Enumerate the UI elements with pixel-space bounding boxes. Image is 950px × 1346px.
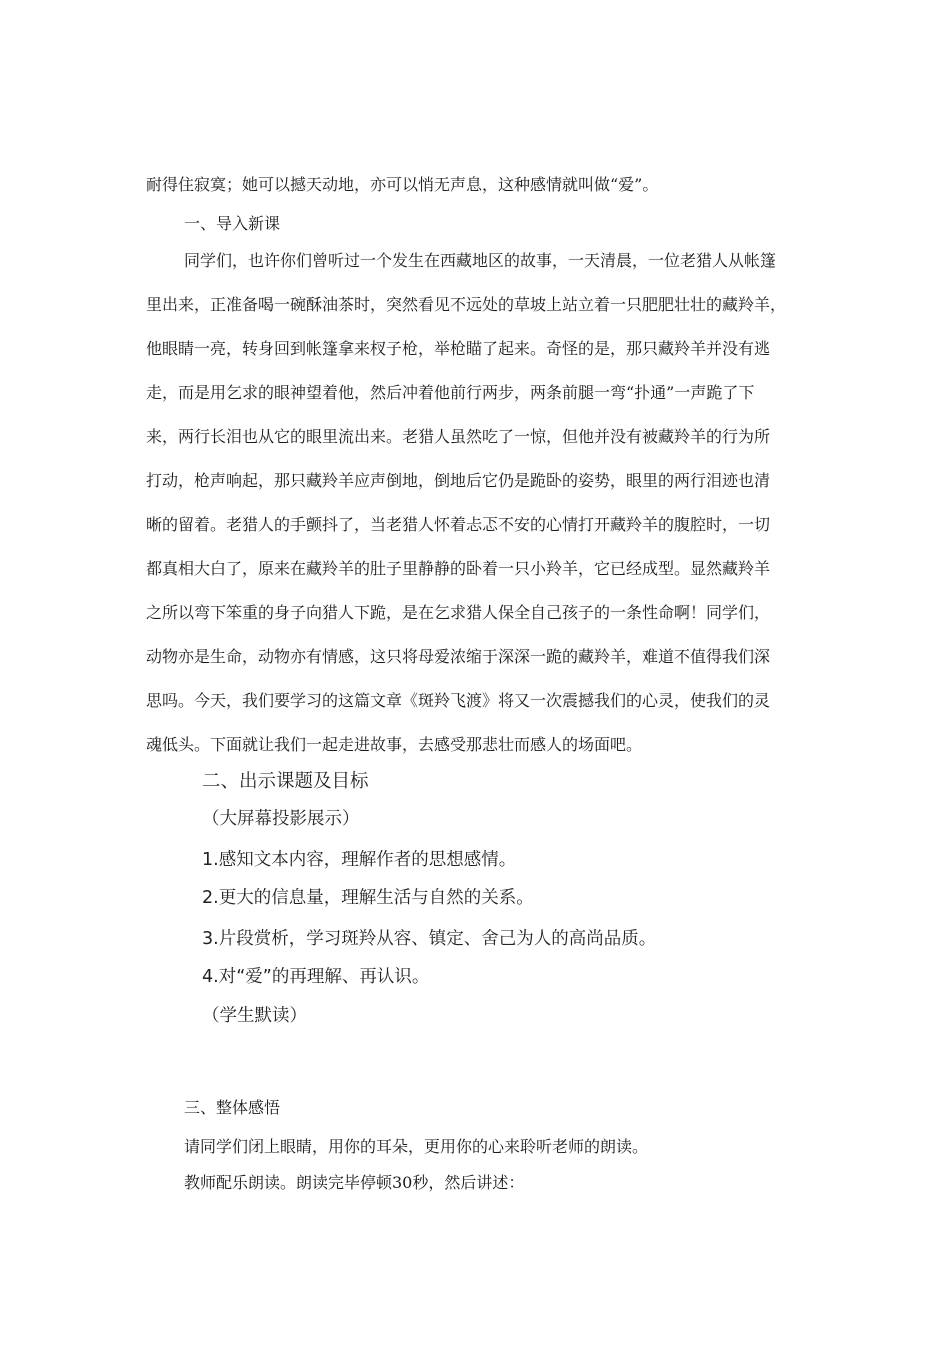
goal-item: 4.对“爱”的再理解、再认识。 xyxy=(202,967,430,987)
section-heading-overall: 三、整体感悟 xyxy=(184,1098,281,1117)
paragraph-line: 思吗。今天，我们要学习的这篇文章《斑羚飞渡》将又一次震撼我们的心灵，使我们的灵 xyxy=(146,691,771,710)
goal-item: 1.感知文本内容，理解作者的思想感情。 xyxy=(202,850,517,870)
paragraph-line: 晰的留着。老猎人的手颤抖了，当老猎人怀着忐忑不安的心情打开藏羚羊的腹腔时，一切 xyxy=(146,515,771,534)
paragraph-line: 之所以弯下笨重的身子向猎人下跪，是在乞求猎人保全自己孩子的一条性命啊！同学们， xyxy=(146,603,771,622)
paragraph-line: 来，两行长泪也从它的眼里流出来。老猎人虽然吃了一惊，但他并没有被藏羚羊的行为所 xyxy=(146,427,771,446)
paragraph-line: 里出来，正准备喝一碗酥油茶时，突然看见不远处的草坡上站立着一只肥肥壮壮的藏羚羊， xyxy=(146,295,787,314)
paragraph-line: 教师配乐朗读。朗读完毕停顿30秒，然后讲述： xyxy=(184,1173,525,1192)
paragraph-line: 走，而是用乞求的眼神望着他，然后冲着他前行两步，两条前腿一弯“扑通”一声跪了下 xyxy=(146,383,755,402)
goal-item: 2.更大的信息量，理解生活与自然的关系。 xyxy=(202,888,534,908)
intro-line: 耐得住寂寞；她可以撼天动地，亦可以悄无声息，这种感情就叫做“爱”。 xyxy=(146,175,659,194)
paragraph-line: 打动，枪声响起，那只藏羚羊应声倒地，倒地后它仍是跪卧的姿势，眼里的两行泪迹也清 xyxy=(146,471,771,490)
paragraph-line: 动物亦是生命，动物亦有情感，这只将母爱浓缩于深深一跪的藏羚羊，难道不值得我们深 xyxy=(146,647,771,666)
section-heading-intro: 一、导入新课 xyxy=(184,214,281,233)
paragraph-line: 都真相大白了，原来在藏羚羊的肚子里静静的卧着一只小羚羊，它已经成型。显然藏羚羊 xyxy=(146,559,771,578)
silent-reading-note: （学生默读） xyxy=(202,1006,307,1026)
paragraph-line: 魂低头。下面就让我们一起走进故事，去感受那悲壮而感人的场面吧。 xyxy=(146,735,643,754)
section-heading-goals: 二、出示课题及目标 xyxy=(202,771,369,792)
paragraph-line: 他眼睛一亮，转身回到帐篷拿来杈子枪，举枪瞄了起来。奇怪的是，那只藏羚羊并没有逃 xyxy=(146,339,771,358)
paragraph-line: 同学们，也许你们曾听过一个发生在西藏地区的故事，一天清晨，一位老猎人从帐篷 xyxy=(184,251,777,270)
projection-note: （大屏幕投影展示） xyxy=(202,809,360,829)
paragraph-line: 请同学们闭上眼睛，用你的耳朵，更用你的心来聆听老师的朗读。 xyxy=(184,1137,649,1156)
goal-item: 3.片段赏析，学习斑羚从容、镇定、舍己为人的高尚品质。 xyxy=(202,929,657,949)
